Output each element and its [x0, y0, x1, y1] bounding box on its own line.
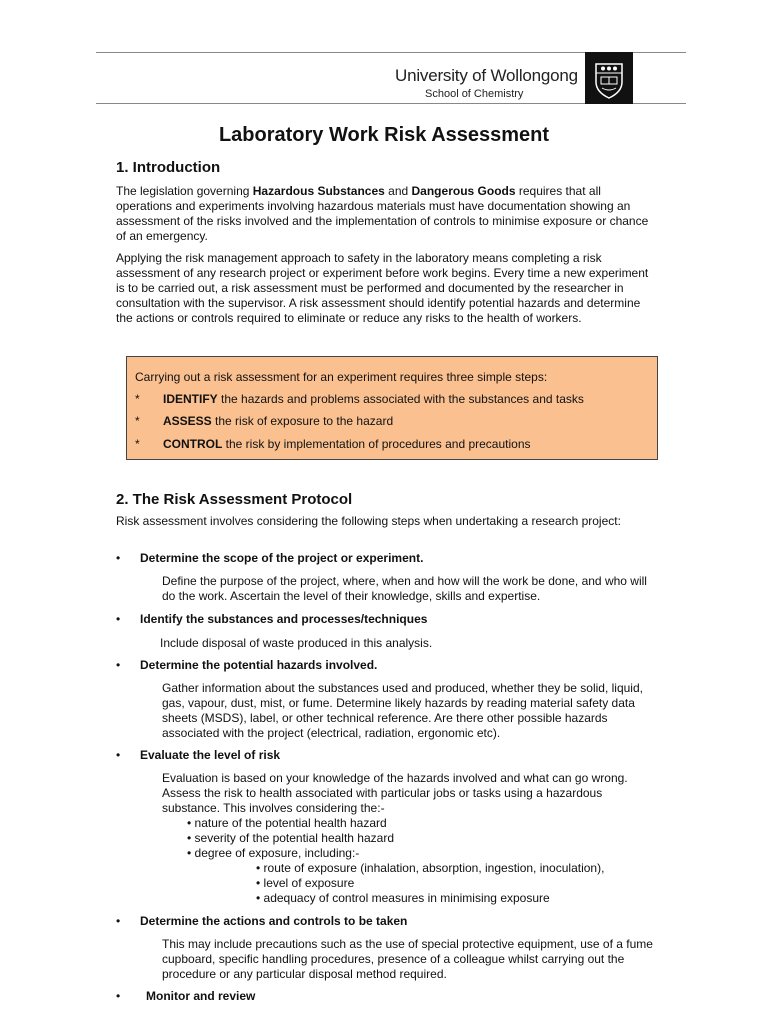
step-identify-text: the hazards and problems associated with the substances and tasks	[217, 392, 584, 406]
bullet-marker: •	[116, 551, 121, 565]
step-desc-scope: Define the purpose of the project, where, when and how will the work be done, and who will do the work. Ascertain the level of their knowledge, skills and expertise.	[162, 574, 647, 603]
step-title-controls: Determine the actions and controls to be taken	[140, 914, 408, 928]
step-marker: *	[135, 437, 140, 451]
intro-paragraph-1	[116, 184, 656, 244]
step-marker: *	[135, 414, 140, 428]
intro-text-1: The legislation governing	[116, 184, 253, 198]
university-name: University of Wollongong	[395, 66, 578, 85]
bullet-marker: •	[116, 612, 121, 626]
exposure-sub-item: • route of exposure (inhalation, absorption, ingestion, inoculation),	[256, 861, 605, 875]
step-title-substances: Identify the substances and processes/techniques	[140, 612, 428, 626]
evaluate-sub-item: • nature of the potential health hazard	[187, 816, 387, 830]
step-desc-evaluate: Evaluation is based on your knowledge of the hazards involved and what can go wrong. Assess the risk to health associated with particular jobs or tasks using a hazardous substance. This involves considering the:-	[162, 771, 628, 815]
step-desc-substances: Include disposal of waste produced in this analysis.	[160, 636, 433, 650]
step-title-hazards: Determine the potential hazards involved.	[140, 658, 378, 672]
step-title-scope: Determine the scope of the project or experiment.	[140, 551, 424, 565]
step-identify	[163, 392, 584, 406]
hazardous-substances-term: Hazardous Substances	[252, 184, 385, 198]
intro-text-3: requires that all operations and experiments involving hazardous materials must have documentation showing an assessment of the risks involved and the implementation of controls to minimise exposure or chance of an emergency.	[116, 184, 649, 243]
step-desc-controls: This may include precautions such as the use of special protective equipment, use of a fume cupboard, specific handling procedures, presence of a colleague whilst carrying out the procedure or any particular disposal method required.	[162, 937, 653, 981]
bullet-marker: •	[116, 748, 121, 762]
bullet-marker: •	[116, 658, 121, 672]
section-2-heading: 2. The Risk Assessment Protocol	[116, 491, 353, 508]
step-assess	[163, 414, 393, 428]
step-control-keyword: CONTROL	[163, 437, 223, 451]
step-title-evaluate: Evaluate the level of risk	[140, 748, 281, 762]
bullet-marker: •	[116, 989, 121, 1003]
step-control-text: the risk by implementation of procedures and precautions	[222, 437, 531, 451]
section-1-heading: 1. Introduction	[116, 159, 221, 176]
step-assess-keyword: ASSESS	[163, 414, 212, 428]
university-crest-icon	[585, 52, 633, 104]
bullet-marker: •	[116, 914, 121, 928]
step-marker: *	[135, 392, 140, 406]
exposure-sub-item: • adequacy of control measures in minimising exposure	[256, 891, 550, 905]
intro-text-2: and	[384, 184, 412, 198]
step-control	[163, 437, 531, 451]
step-title-monitor: Monitor and review	[146, 989, 256, 1003]
step-desc-hazards: Gather information about the substances used and produced, whether they be solid, liquid, gas, vapour, dust, mist, or fume. Determine likely hazards by reading material safety data sheets (MSDS), label, or other technical reference. Are there other possible hazards associated with the project (electrical, radiation, ergonomic etc).	[162, 681, 643, 740]
step-assess-text: the risk of exposure to the hazard	[211, 414, 394, 428]
dangerous-goods-term: Dangerous Goods	[411, 184, 516, 198]
step-identify-keyword: IDENTIFY	[163, 392, 218, 406]
school-name: School of Chemistry	[425, 88, 524, 100]
evaluate-sub-item: • severity of the potential health hazard	[187, 831, 394, 845]
intro-paragraph-2: Applying the risk management approach to safety in the laboratory means completing a risk assessment of any research project or experiment before work begins. Every time a new experiment is to be carried out, a risk assessment must be performed and documented by the researcher in consultation with the supervisor. A risk assessment should identify potential hazards and determine the actions or controls required to eliminate or reduce any risks to the health of workers.	[116, 251, 649, 325]
page-title: Laboratory Work Risk Assessment	[218, 124, 550, 146]
evaluate-sub-item: • degree of exposure, including:-	[187, 846, 360, 860]
protocol-intro: Risk assessment involves considering the following steps when undertaking a research project:	[116, 514, 621, 528]
three-steps-box	[126, 356, 658, 460]
exposure-sub-item: • level of exposure	[256, 876, 355, 890]
box-intro: Carrying out a risk assessment for an experiment requires three simple steps:	[135, 370, 548, 384]
